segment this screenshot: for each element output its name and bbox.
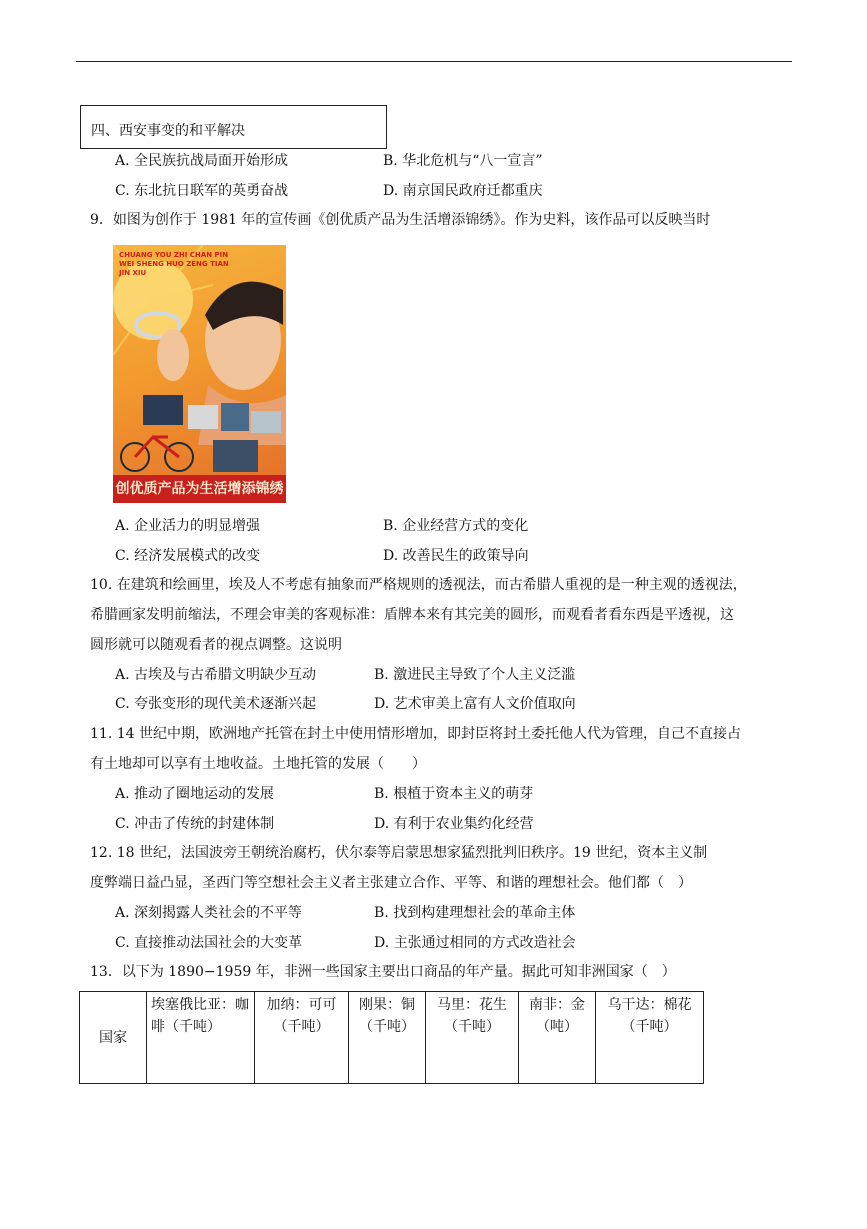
q12-option-c: C. 直接推动法国社会的大变革 — [115, 935, 303, 951]
q12-option-a: A. 深刻揭露人类社会的不平等 — [115, 905, 303, 921]
q8-option-d: D. 南京国民政府迁都重庆 — [383, 183, 543, 199]
q11-option-d: D. 有利于农业集约化经营 — [374, 816, 534, 832]
q12-option-b: B. 找到构建理想社会的革命主体 — [374, 905, 576, 921]
q10-option-c: C. 夸张变形的现代美术逐渐兴起 — [115, 696, 317, 712]
poster-pinyin: CHUANG YOU ZHI CHAN PIN WEI SHENG HUO ZENG TIAN JIN XIU — [119, 251, 229, 277]
q11-option-b: B. 根植于资本主义的萌芽 — [374, 786, 534, 802]
q9-option-a: A. 企业活力的明显增强 — [115, 518, 261, 534]
q10-option-a: A. 古埃及与古希腊文明缺少互动 — [115, 667, 317, 683]
section-box: 四、西安事变的和平解决 — [80, 105, 387, 149]
q11-option-a: A. 推动了圈地运动的发展 — [115, 786, 275, 802]
q12-line-1: 12. 18 世纪，法国波旁王朝统治腐朽，伏尔泰等启蒙思想家猛烈批判旧秩序。19 世纪，资本主义制 — [90, 845, 708, 861]
poster-illustration — [113, 245, 286, 503]
q11-line-2: 有土地却可以享有土地收益。土地托管的发展（ ） — [90, 756, 426, 772]
q8-option-a: A. 全民族抗战局面开始形成 — [115, 153, 289, 169]
q9-option-d: D. 改善民生的政策导向 — [383, 548, 529, 564]
header-rule — [76, 61, 792, 62]
table-header-cell: 马里：花生（千吨） — [426, 992, 519, 1084]
q10-line-3: 圆形就可以随观看者的视点调整。这说明 — [90, 637, 342, 653]
q10-line-2: 希腊画家发明前缩法，不理会审美的客观标准：盾牌本来有其完美的圆形，而观看者看东西是平透视，这 — [90, 607, 734, 623]
q8-option-b: B. 华北危机与“八一宣言” — [383, 153, 543, 169]
q12-line-2: 度弊端日益凸显，圣西门等空想社会主义者主张建立合作、平等、和谐的理想社会。他们都（ ） — [90, 875, 692, 891]
q9-stem: 9．如图为创作于 1981 年的宣传画《创优质产品为生活增添锦绣》。作为史料，该作品可以反映当时 — [90, 212, 711, 228]
table-header-cell: 刚果：铜（千吨） — [349, 992, 426, 1084]
table-header-cell: 加纳：可可（千吨） — [255, 992, 349, 1084]
q13-table — [79, 991, 704, 1084]
q8-option-c: C. 东北抗日联军的英勇奋战 — [115, 183, 289, 199]
table-header-cell: 乌干达：棉花（千吨） — [596, 992, 704, 1084]
q11-option-c: C. 冲击了传统的封建体制 — [115, 816, 275, 832]
q13-stem: 13．以下为 1890−1959 年，非洲一些国家主要出口商品的年产量。据此可知非洲国家（ ） — [90, 964, 676, 980]
q11-line-1: 11. 14 世纪中期，欧洲地产托管在封土中使用情形增加，即封臣将封土委托他人代为管理，自己不直接占 — [90, 726, 741, 742]
table-header-row — [80, 992, 704, 1084]
table-header-cell: 埃塞俄比亚：咖啡（千吨） — [147, 992, 255, 1084]
q10-option-d: D. 艺术审美上富有人文价值取向 — [374, 696, 576, 712]
table-header-cell: 南非：金（吨） — [519, 992, 596, 1084]
q10-line-1: 10. 在建筑和绘画里，埃及人不考虑有抽象而严格规则的透视法，而古希腊人重视的是一种主观的透视法， — [90, 577, 747, 593]
q9-option-b: B. 企业经营方式的变化 — [383, 518, 529, 534]
q12-option-d: D. 主张通过相同的方式改造社会 — [374, 935, 576, 951]
table-header-cell: 国家 — [80, 992, 147, 1084]
q9-option-c: C. 经济发展模式的改变 — [115, 548, 261, 564]
q10-option-b: B. 激进民主导致了个人主义泛滥 — [374, 667, 576, 683]
propaganda-poster-image — [113, 245, 286, 503]
poster-banner: 创优质产品为生活增添锦绣 — [113, 475, 286, 503]
